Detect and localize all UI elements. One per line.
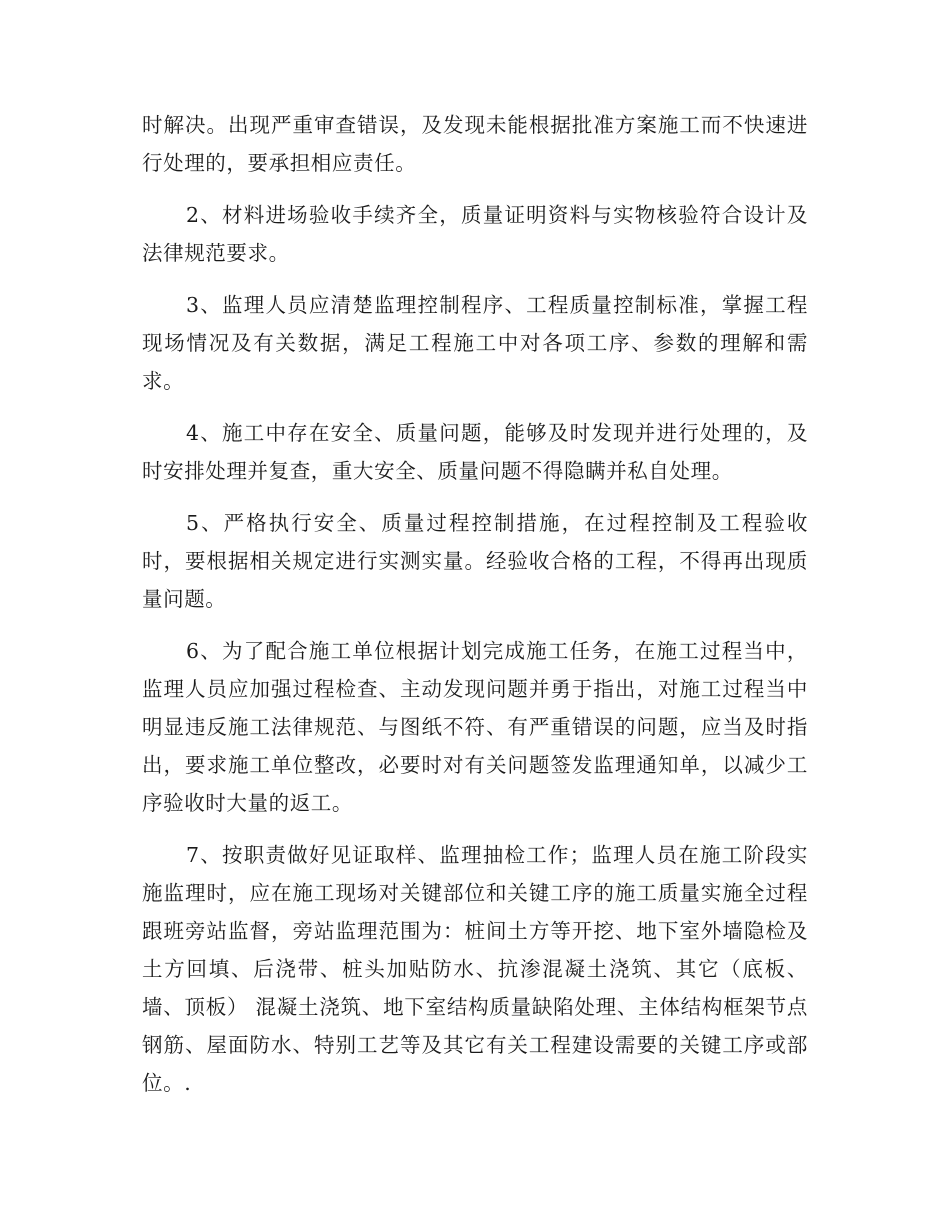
paragraph-item-2: 2、材料进场验收手续齐全，质量证明资料与实物核验符合设计及法律规范要求。 (142, 203, 808, 265)
paragraph-item-7: 7、按职责做好见证取样、监理抽检工作；监理人员在施工阶段实施监理时，应在施工现场对关键部位和关键工序的施工质量实施全过程跟班旁站监督，旁站监理范围为：桩间土方等开挖、地下室外墙隐检及土方回填、后浇带、桩头加贴防水、抗渗混凝土浇筑、其它（底板、墙、顶板） 混凝土浇筑、地下室结构质量缺陷处理、主体结构框架节点钢筋、屋面防水、特别工艺等及其它有关工程建设需要的关键工序或部位。. (142, 843, 808, 1095)
paragraph-item-5: 5、严格执行安全、质量过程控制措施，在过程控制及工程验收时，要根据相关规定进行实测实量。经验收合格的工程，不得再出现质量问题。 (142, 511, 808, 611)
paragraph-item-6: 6、为了配合施工单位根据计划完成施工任务，在施工过程当中，监理人员应加强过程检查、主动发现问题并勇于指出，对施工过程当中明显违反施工法律规范、与图纸不符、有严重错误的问题，应当及时指出，要求施工单位整改，必要时对有关问题签发监理通知单，以减少工序验收时大量的返工。 (142, 639, 808, 815)
paragraph-continuation: 时解决。出现严重审查错误，及发现未能根据批准方案施工而不快速进行处理的，要承担相应责任。 (142, 113, 808, 175)
paragraph-item-3: 3、监理人员应清楚监理控制程序、工程质量控制标准，掌握工程现场情况及有关数据，满足工程施工中对各项工序、参数的理解和需求。 (142, 293, 808, 393)
paragraph-item-4: 4、施工中存在安全、质量问题，能够及时发现并进行处理的，及时安排处理并复查，重大安全、质量问题不得隐瞒并私自处理。 (142, 421, 808, 483)
document-page (142, 106, 808, 1116)
